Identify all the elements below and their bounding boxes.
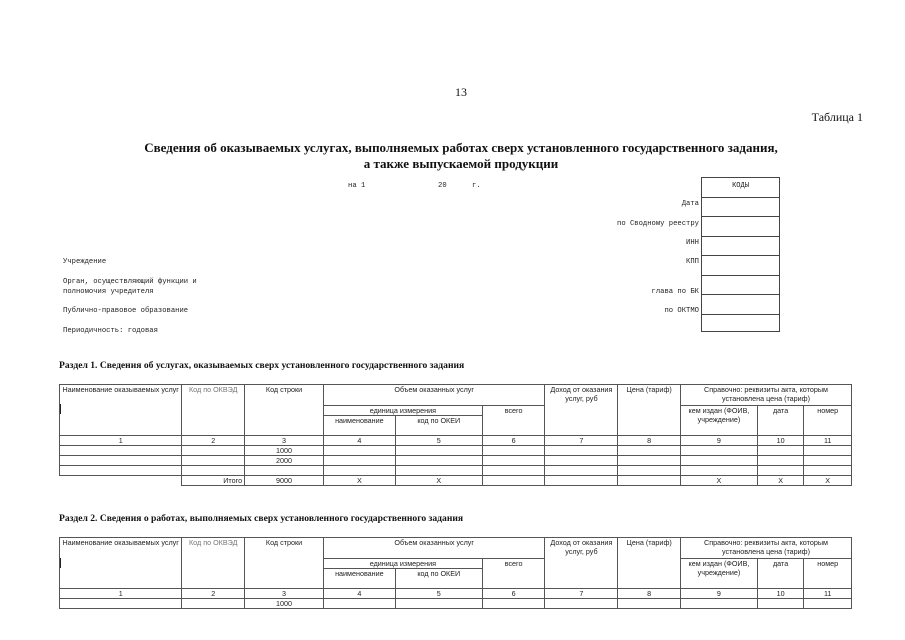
page-title (0, 140, 905, 172)
header-reference: Справочно: реквизиты акта, которым установлена цена (тариф) (681, 538, 852, 559)
column-numbers-row: 1 2 3 4 5 6 7 8 9 10 11 (60, 436, 852, 446)
header-name: Наименование оказываемых услуг (60, 538, 182, 589)
header-number: номер (804, 406, 852, 436)
table-label: Таблица 1 (811, 110, 863, 124)
section-1-title: Раздел 1. Сведения об услугах, оказываемых сверх установленного государственного задания (59, 360, 465, 371)
header-volume: Объем оказанных услуг (323, 385, 545, 406)
header-okved: Код по ОКВЭД (182, 538, 245, 589)
header-total: всего (482, 559, 545, 589)
code-inn-cell[interactable] (702, 236, 779, 256)
label-organ-line-2: полномочия учредителя (63, 288, 154, 296)
header-name: Наименование оказываемых услуг (60, 385, 182, 436)
header-okved: Код по ОКВЭД (182, 385, 245, 436)
table-row: 2000 (60, 456, 852, 466)
header-unit-code: код по ОКЕИ (395, 569, 482, 589)
header-date: дата (757, 406, 804, 436)
header-price: Цена (тариф) (618, 538, 681, 589)
date-prefix: на 1 (348, 182, 366, 190)
section-1-table (59, 384, 852, 486)
total-line-code: 9000 (245, 476, 324, 486)
label-oktmo: по ОКТМО (664, 307, 699, 315)
table-row (60, 466, 852, 476)
header-date: дата (757, 559, 804, 589)
code-registry-cell[interactable] (702, 216, 779, 236)
total-label: Итого (182, 476, 245, 486)
label-inn: ИНН (686, 239, 699, 247)
header-reference: Справочно: реквизиты акта, которым установлена цена (тариф) (681, 385, 852, 406)
label-organ-line-1: Орган, осуществляющий функции и (63, 278, 197, 286)
header-number: номер (804, 559, 852, 589)
codes-box (701, 177, 780, 332)
header-unit-name: наименование (323, 569, 395, 589)
header-unit: единица измерения (323, 559, 482, 569)
code-kpp-cell[interactable] (702, 255, 779, 275)
total-row: Итого 9000 X X X X X (60, 476, 852, 486)
code-oktmo-cell[interactable] (702, 294, 779, 314)
label-date: Дата (681, 200, 699, 208)
code-glava-cell[interactable] (702, 275, 779, 295)
label-institution: Учреждение (63, 258, 107, 266)
page-number: 13 (455, 85, 467, 99)
title-line-1: Сведения об оказываемых услугах, выполняемых работах сверх установленного государственного задания, (144, 140, 778, 155)
header-unit-code: код по ОКЕИ (395, 416, 482, 436)
column-numbers-row: 1 2 3 4 5 6 7 8 9 10 11 (60, 589, 852, 599)
section-2-table (59, 537, 852, 609)
header-line-code: Код строки (245, 538, 324, 589)
header-income: Доход от оказания услуг, руб (545, 538, 618, 589)
table-row: 1000 (60, 599, 852, 609)
header-line-code: Код строки (245, 385, 324, 436)
header-issued-by: кем издан (ФОИВ, учреждение) (681, 559, 758, 589)
code-periodicity-cell[interactable] (702, 314, 779, 331)
header-price: Цена (тариф) (618, 385, 681, 436)
label-registry: по Сводному реестру (617, 220, 699, 228)
header-income: Доход от оказания услуг, руб (545, 385, 618, 436)
label-public-entity: Публично-правовое образование (63, 307, 189, 315)
header-issued-by: кем издан (ФОИВ, учреждение) (681, 406, 758, 436)
date-year: 20 (438, 182, 447, 190)
section-2-title: Раздел 2. Сведения о работах, выполняемых сверх установленного государственного задания (59, 513, 464, 524)
label-periodicity: Периодичность: годовая (63, 327, 158, 335)
title-line-2: а также выпускаемой продукции (363, 156, 559, 171)
code-date-cell[interactable] (702, 197, 779, 217)
header-total: всего (482, 406, 545, 436)
table-row: 1000 (60, 446, 852, 456)
header-unit-name: наименование (323, 416, 395, 436)
date-suffix: г. (472, 182, 481, 190)
header-volume: Объем оказанных услуг (323, 538, 545, 559)
header-unit: единица измерения (323, 406, 482, 416)
label-kpp: КПП (686, 258, 699, 266)
label-glava: глава по БК (651, 288, 699, 296)
codes-header: КОДЫ (732, 182, 749, 190)
